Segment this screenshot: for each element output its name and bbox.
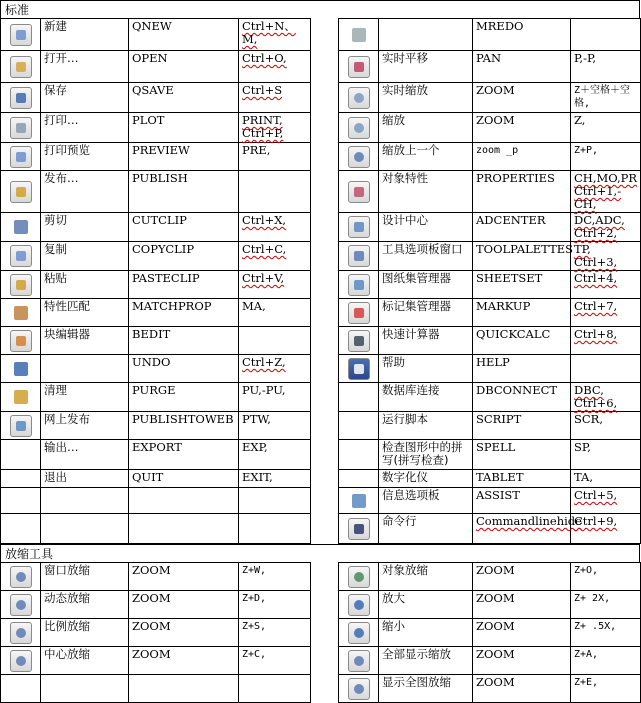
icon-cell: [1, 488, 41, 514]
icon-cell: [1, 440, 41, 470]
shortcut-key: DC,ADC, Ctrl+2,: [571, 213, 641, 242]
table-row: [1, 488, 641, 514]
print-icon: [10, 117, 32, 139]
function-name: 对象特性: [379, 171, 473, 213]
column-gap: [311, 19, 339, 51]
redo-arrow-icon: [348, 24, 370, 46]
table-row: [1, 591, 641, 619]
function-name: 动态放缩: [41, 591, 129, 619]
save-disk-icon: [10, 87, 32, 109]
icon-cell: [339, 299, 379, 327]
function-name: 对象放缩: [379, 563, 473, 591]
zoom-previous-icon: [348, 146, 370, 168]
icon-cell: [339, 242, 379, 271]
cut-scissors-icon: [10, 216, 32, 238]
column-gap: [311, 113, 339, 143]
shortcut-key: PRE,: [239, 143, 311, 171]
publish-icon: [10, 181, 32, 203]
command-name: [129, 675, 239, 703]
shortcut-key: Z+A,: [571, 647, 641, 675]
column-gap: [311, 327, 339, 355]
icon-cell: [339, 171, 379, 213]
column-gap: [311, 355, 339, 383]
function-name: 粘贴: [41, 271, 129, 299]
shortcut-key: MA,: [239, 299, 311, 327]
command-name: ZOOM: [473, 113, 571, 143]
zoom-all-icon: [348, 650, 370, 672]
shortcut-key: Ctrl+S: [239, 83, 311, 113]
icon-cell: [339, 514, 379, 544]
table-row: [1, 470, 641, 488]
table-row: [1, 143, 641, 171]
function-name: 特性匹配: [41, 299, 129, 327]
column-gap: [311, 242, 339, 271]
command-line-icon: [348, 518, 370, 540]
help-question-icon: [348, 358, 370, 380]
function-name: 数字化仪: [379, 470, 473, 488]
zoom-extents-icon: [348, 678, 370, 700]
command-name: MATCHPROP: [129, 299, 239, 327]
column-gap: [311, 619, 339, 647]
column-gap: [311, 383, 339, 412]
icon-cell: [1, 675, 41, 703]
command-name: QNEW: [129, 19, 239, 51]
table-row: [1, 383, 641, 412]
properties-icon: [348, 181, 370, 203]
command-name: DBCONNECT: [473, 383, 571, 412]
function-name: 放大: [379, 591, 473, 619]
function-name: 中心放缩: [41, 647, 129, 675]
function-name: 缩放上一个: [379, 143, 473, 171]
block-editor-icon: [10, 330, 32, 352]
table-row: [1, 213, 641, 242]
shortcut-key: Z+E,: [571, 675, 641, 703]
icon-cell: [339, 440, 379, 470]
shortcut-key: [239, 327, 311, 355]
icon-cell: [1, 299, 41, 327]
command-name: HELP: [473, 355, 571, 383]
command-name: PUBLISH: [129, 171, 239, 213]
design-center-icon: [348, 216, 370, 238]
shortcut-key: [239, 488, 311, 514]
shortcut-key: Ctrl+V,: [239, 271, 311, 299]
command-name: ZOOM: [473, 675, 571, 703]
shortcut-key: Z+ 2X,: [571, 591, 641, 619]
command-name: UNDO: [129, 355, 239, 383]
command-name: ASSIST: [473, 488, 571, 514]
command-name: CUTCLIP: [129, 213, 239, 242]
new-icon: [10, 24, 32, 46]
paste-clipboard-icon: [10, 274, 32, 296]
command-name: PAN: [473, 51, 571, 83]
command-name: ZOOM: [129, 619, 239, 647]
column-gap: [311, 213, 339, 242]
shortcut-key: TA,: [571, 470, 641, 488]
icon-cell: [1, 51, 41, 83]
info-palette-icon: [348, 490, 370, 512]
command-name: PLOT: [129, 113, 239, 143]
function-name: 图纸集管理器: [379, 271, 473, 299]
shortcut-key: Ctrl+8,: [571, 327, 641, 355]
column-gap: [311, 143, 339, 171]
function-name: 实时缩放: [379, 83, 473, 113]
publish-to-web-icon: [10, 415, 32, 437]
icon-cell: [1, 19, 41, 51]
icon-cell: [339, 470, 379, 488]
table-row: [1, 51, 641, 83]
icon-cell: [1, 171, 41, 213]
command-name: ZOOM: [473, 591, 571, 619]
command-name: PREVIEW: [129, 143, 239, 171]
function-name: 清理: [41, 383, 129, 412]
icon-cell: [1, 355, 41, 383]
section-title-zoom-tools: 放缩工具: [0, 544, 640, 562]
table-row: [1, 647, 641, 675]
shortcut-key: DBC, Ctrl+6,: [571, 383, 641, 412]
shortcut-key: Z,: [571, 113, 641, 143]
tool-palettes-icon: [348, 245, 370, 267]
shortcut-key: Z+W,: [239, 563, 311, 591]
icon-cell: [339, 51, 379, 83]
command-name: QUICKCALC: [473, 327, 571, 355]
icon-cell: [1, 563, 41, 591]
command-name: MREDO: [473, 19, 571, 51]
table-row: [1, 440, 641, 470]
icon-cell: [339, 143, 379, 171]
function-name: 实时平移: [379, 51, 473, 83]
function-name: 新建: [41, 19, 129, 51]
table-row: [1, 19, 641, 51]
section-title-standard: 标准: [0, 0, 640, 18]
command-name: ADCENTER: [473, 213, 571, 242]
icon-cell: [1, 412, 41, 440]
icon-cell: [339, 213, 379, 242]
table-row: [1, 327, 641, 355]
shortcut-key: Ctrl+7,: [571, 299, 641, 327]
calculator-icon: [348, 330, 370, 352]
command-name: [129, 488, 239, 514]
shortcut-key: [571, 355, 641, 383]
command-name: SPELL: [473, 440, 571, 470]
icon-cell: [1, 327, 41, 355]
command-name: OPEN: [129, 51, 239, 83]
command-name: QUIT: [129, 470, 239, 488]
shortcut-key: EXIT,: [239, 470, 311, 488]
zoom-center-icon: [10, 650, 32, 672]
icon-cell: [1, 271, 41, 299]
command-name: COPYCLIP: [129, 242, 239, 271]
table-row: [1, 355, 641, 383]
command-name: ZOOM: [129, 647, 239, 675]
shortcut-key: Ctrl+C,: [239, 242, 311, 271]
sheet-set-icon: [348, 274, 370, 296]
table-row: [1, 412, 641, 440]
function-name: 打开…: [41, 51, 129, 83]
column-gap: [311, 488, 339, 514]
icon-cell: [1, 242, 41, 271]
icon-cell: [1, 113, 41, 143]
command-name: PURGE: [129, 383, 239, 412]
shortcut-key: P,-P,: [571, 51, 641, 83]
function-name: 剪切: [41, 213, 129, 242]
command-name: ZOOM: [473, 563, 571, 591]
shortcut-key: TP, Ctrl+3,: [571, 242, 641, 271]
zoom-object-icon: [348, 566, 370, 588]
command-name: Commandlinehide: [473, 514, 571, 544]
command-name: MARKUP: [473, 299, 571, 327]
icon-cell: [339, 647, 379, 675]
purge-broom-icon: [10, 386, 32, 408]
icon-cell: [339, 675, 379, 703]
function-name: 命令行: [379, 514, 473, 544]
function-name: 快速计算器: [379, 327, 473, 355]
shortcut-key: Ctrl+N、M,: [239, 19, 311, 51]
column-gap: [311, 514, 339, 544]
table-row: [1, 83, 641, 113]
zoom-scale-icon: [10, 622, 32, 644]
zoom-out-icon: [348, 622, 370, 644]
command-name: PROPERTIES: [473, 171, 571, 213]
shortcut-key: Ctrl+Z,: [239, 355, 311, 383]
function-name: [41, 514, 129, 544]
shortcut-key: Z+ .5X,: [571, 619, 641, 647]
icon-cell: [339, 271, 379, 299]
column-gap: [311, 440, 339, 470]
function-name: 打印…: [41, 113, 129, 143]
command-name: ZOOM: [473, 83, 571, 113]
zoom-tools-table: [0, 562, 641, 703]
icon-cell: [339, 355, 379, 383]
table-row: [1, 563, 641, 591]
command-name: EXPORT: [129, 440, 239, 470]
function-name: 输出…: [41, 440, 129, 470]
command-name: zoom _p: [473, 143, 571, 171]
icon-cell: [339, 83, 379, 113]
icon-cell: [1, 619, 41, 647]
function-name: 全部显示缩放: [379, 647, 473, 675]
command-name: ZOOM: [129, 591, 239, 619]
shortcut-key: Z+S,: [239, 619, 311, 647]
function-name: 复制: [41, 242, 129, 271]
shortcut-key: SCR,: [571, 412, 641, 440]
icon-cell: [1, 143, 41, 171]
table-row: [1, 242, 641, 271]
shortcut-key: CH,MO,PR Ctrl+1,-CH,: [571, 171, 641, 213]
shortcut-key: Ctrl+X,: [239, 213, 311, 242]
icon-cell: [339, 412, 379, 440]
command-name: PUBLISHTOWEB: [129, 412, 239, 440]
command-name: SHEETSET: [473, 271, 571, 299]
shortcut-key: Z+O,: [571, 563, 641, 591]
command-name: [129, 514, 239, 544]
icon-cell: [1, 383, 41, 412]
column-gap: [311, 591, 339, 619]
standard-commands-table: [0, 18, 641, 544]
command-name: TOOLPALETTES: [473, 242, 571, 271]
function-name: 打印预览: [41, 143, 129, 171]
icon-cell: [339, 383, 379, 412]
shortcut-key: [239, 675, 311, 703]
column-gap: [311, 675, 339, 703]
icon-cell: [339, 488, 379, 514]
table-row: [1, 299, 641, 327]
command-name: SCRIPT: [473, 412, 571, 440]
shortcut-key: PU,-PU,: [239, 383, 311, 412]
icon-cell: [1, 213, 41, 242]
column-gap: [311, 271, 339, 299]
function-name: 缩放: [379, 113, 473, 143]
function-name: [41, 488, 129, 514]
table-row: [1, 171, 641, 213]
table-row: [1, 113, 641, 143]
table-row: [1, 514, 641, 544]
column-gap: [311, 563, 339, 591]
icon-cell: [1, 470, 41, 488]
copy-icon: [10, 245, 32, 267]
function-name: 块编辑器: [41, 327, 129, 355]
shortcut-key: Z+D,: [239, 591, 311, 619]
icon-cell: [1, 647, 41, 675]
print-preview-icon: [10, 146, 32, 168]
zoom-window-icon: [10, 566, 32, 588]
icon-cell: [1, 514, 41, 544]
shortcut-key: Ctrl+5,: [571, 488, 641, 514]
table-row: [1, 675, 641, 703]
shortcut-key: Ctrl+4,: [571, 271, 641, 299]
function-name: 发布…: [41, 171, 129, 213]
function-name: 运行脚本: [379, 412, 473, 440]
function-name: 退出: [41, 470, 129, 488]
function-name: 设计中心: [379, 213, 473, 242]
shortcut-key: Z+C,: [239, 647, 311, 675]
shortcut-key: Ctrl+9,: [571, 514, 641, 544]
icon-cell: [1, 83, 41, 113]
function-name: 标记集管理器: [379, 299, 473, 327]
markup-icon: [348, 302, 370, 324]
open-folder-icon: [10, 56, 32, 78]
shortcut-key: Z+P,: [571, 143, 641, 171]
table-row: [1, 619, 641, 647]
column-gap: [311, 412, 339, 440]
function-name: 工具选项板窗口: [379, 242, 473, 271]
command-name: QSAVE: [129, 83, 239, 113]
column-gap: [311, 171, 339, 213]
icon-cell: [339, 19, 379, 51]
match-properties-brush-icon: [10, 302, 32, 324]
column-gap: [311, 299, 339, 327]
command-name: ZOOM: [129, 563, 239, 591]
shortcut-key: PRINT, Ctrl+P,: [239, 113, 311, 143]
zoom-dynamic-icon: [10, 594, 32, 616]
zoom-in-icon: [348, 594, 370, 616]
function-name: 网上发布: [41, 412, 129, 440]
command-name: ZOOM: [473, 619, 571, 647]
function-name: 比例放缩: [41, 619, 129, 647]
function-name: 保存: [41, 83, 129, 113]
column-gap: [311, 470, 339, 488]
function-name: 窗口放缩: [41, 563, 129, 591]
function-name: 帮助: [379, 355, 473, 383]
shortcut-key: Z＋空格＋空格,: [571, 83, 641, 113]
function-name: [41, 355, 129, 383]
function-name: [379, 19, 473, 51]
shortcut-key: PTW,: [239, 412, 311, 440]
column-gap: [311, 647, 339, 675]
shortcut-key: [239, 171, 311, 213]
function-name: 显示全图放缩: [379, 675, 473, 703]
command-name: TABLET: [473, 470, 571, 488]
command-name: BEDIT: [129, 327, 239, 355]
shortcut-key: [571, 19, 641, 51]
command-name: ZOOM: [473, 647, 571, 675]
shortcut-key: EXP,: [239, 440, 311, 470]
function-name: 信息选项板: [379, 488, 473, 514]
icon-cell: [339, 619, 379, 647]
pan-hand-icon: [348, 56, 370, 78]
command-name: PASTECLIP: [129, 271, 239, 299]
icon-cell: [339, 563, 379, 591]
icon-cell: [339, 113, 379, 143]
shortcut-key: [239, 514, 311, 544]
icon-cell: [339, 591, 379, 619]
icon-cell: [339, 327, 379, 355]
function-name: [41, 675, 129, 703]
column-gap: [311, 51, 339, 83]
function-name: 数据库连接: [379, 383, 473, 412]
function-name: 缩小: [379, 619, 473, 647]
zoom-realtime-icon: [348, 87, 370, 109]
function-name: 检查图形中的拼写(拼写检查): [379, 440, 473, 470]
undo-arrow-icon: [10, 358, 32, 380]
shortcut-key: Ctrl+O,: [239, 51, 311, 83]
icon-cell: [1, 591, 41, 619]
zoom-icon: [348, 117, 370, 139]
column-gap: [311, 83, 339, 113]
table-row: [1, 271, 641, 299]
shortcut-key: SP,: [571, 440, 641, 470]
